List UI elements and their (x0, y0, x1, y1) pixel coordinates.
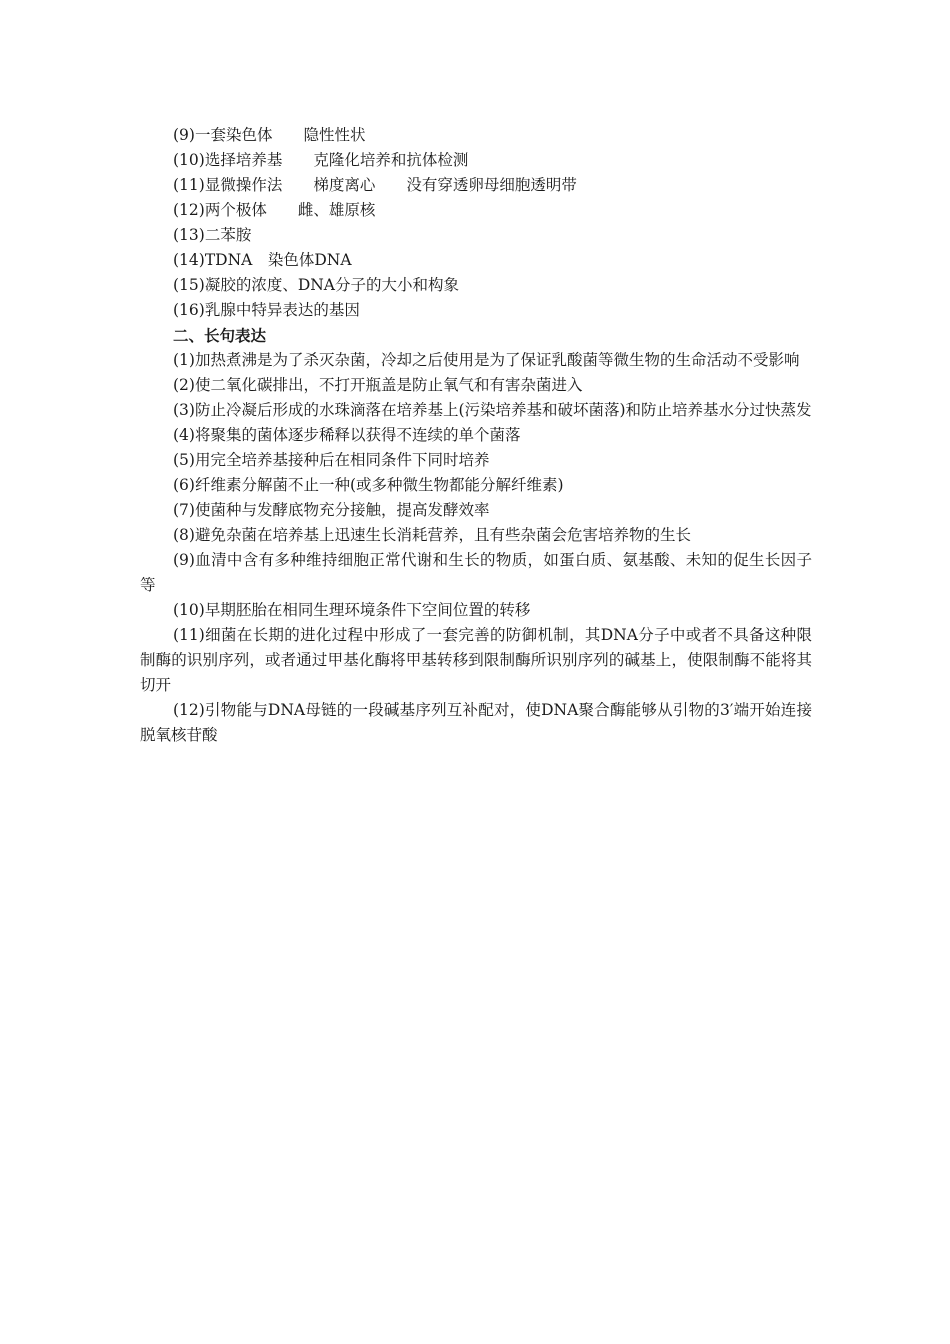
long-answer-5: (5)用完全培养基接种后在相同条件下同时培养 (173, 451, 490, 469)
short-answer-13: (13)二苯胺 (173, 226, 252, 244)
long-answer-8: (8)避免杂菌在培养基上迅速生长消耗营养，且有些杂菌会危害培养物的生长 (173, 526, 691, 544)
long-answer-6: (6)纤维素分解菌不止一种(或多种微生物都能分解纤维素) (173, 476, 564, 494)
section-heading: 二、长句表达 (173, 326, 267, 345)
short-answer-15: (15)凝胶的浓度、DNA分子的大小和构象 (173, 276, 460, 294)
document-page (140, 123, 812, 748)
long-answer-4: (4)将聚集的菌体逐步稀释以获得不连续的单个菌落 (173, 426, 521, 444)
short-answer-12: (12)两个极体 雌、雄原核 (173, 201, 376, 219)
short-answer-16: (16)乳腺中特异表达的基因 (173, 301, 360, 319)
short-answer-11: (11)显微操作法 梯度离心 没有穿透卵母细胞透明带 (173, 176, 577, 194)
short-answer-9: (9)一套染色体 隐性性状 (173, 126, 366, 144)
long-answer-11: (11)细菌在长期的进化过程中形成了一套完善的防御机制，其DNA分子中或者不具备这种限制酶的识别序列，或者通过甲基化酶将甲基转移到限制酶所识别序列的碱基上，使限制酶不能将其切开 (140, 626, 812, 694)
long-answer-3: (3)防止冷凝后形成的水珠滴落在培养基上(污染培养基和破坏菌落)和防止培养基水分过快蒸发 (173, 401, 812, 419)
short-answer-10: (10)选择培养基 克隆化培养和抗体检测 (173, 151, 469, 169)
long-answer-9: (9)血清中含有多种维持细胞正常代谢和生长的物质，如蛋白质、氨基酸、未知的促生长因子等 (140, 551, 812, 594)
long-answer-7: (7)使菌种与发酵底物充分接触，提高发酵效率 (173, 501, 490, 519)
long-answer-1: (1)加热煮沸是为了杀灭杂菌，冷却之后使用是为了保证乳酸菌等微生物的生命活动不受影响 (173, 351, 800, 369)
short-answer-14: (14)TDNA 染色体DNA (173, 251, 352, 269)
long-answer-12: (12)引物能与DNA母链的一段碱基序列互补配对，使DNA聚合酶能够从引物的3′端开始连接脱氧核苷酸 (140, 701, 812, 744)
long-answer-10: (10)早期胚胎在相同生理环境条件下空间位置的转移 (173, 601, 531, 619)
long-answer-2: (2)使二氧化碳排出，不打开瓶盖是防止氧气和有害杂菌进入 (173, 376, 583, 394)
